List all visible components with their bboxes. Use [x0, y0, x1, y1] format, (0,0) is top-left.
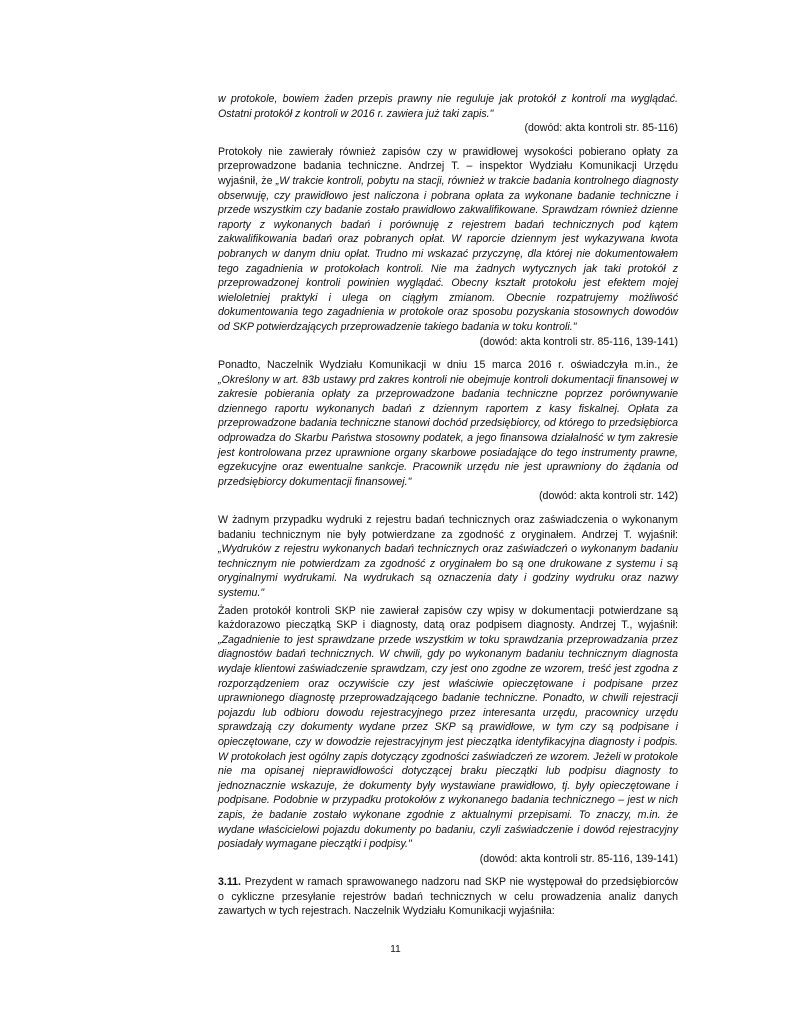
paragraph-text: W żadnym przypadku wydruki z rejestru badań technicznych oraz zaświadczenia o wykonanym badaniu technicznym nie były potwierdzane za zgodność z oryginałem. Andrzej T. wyjaśnił: — [218, 514, 678, 541]
evidence-reference: (dowód: akta kontroli str. 142) — [539, 490, 678, 503]
quote-text: „Zagadnienie to jest sprawdzane przede wszystkim w toku sprawdzania przeprowadzania przez diagnostów badań technicznych. W chwili, gdy po wykonanym badaniu technicznym diagnosta wydaje klientowi zaświadczenie sprawdzam, czy jest ono zgodne ze wzorem, treść jest zgodna z rozporządzeniem oraz oczywiście czy jest właściwie opieczętowane i podpisane przez uprawnionego diagnostę przeprowadzającego badanie techniczne. Ponadto, w chwili rejestracji pojazdu lub odbioru dowodu rejestracyjnego przez interesanta urzędu, pracownicy urzędu sprawdzają czy dokumenty wydane przez SKP są prawidłowe, w tym czy są podpisane i opieczętowane, czy w dowodzie rejestracyjnym jest pieczątka identyfikacyjna diagnosty i podpis. W protokołach jest ogólny zapis dotyczący zgodności zaświadczeń ze wzorem. Jeżeli w protokole nie ma opisanej nieprawidłowości dotyczącej braku pieczątki lub podpisu diagnosty to jednoznacznie wskazuje, że dokumenty były wystawiane prawidłowo, tj. były opieczętowane i podpisane. Podobnie w przypadku protokołów z wykonanego badania technicznego – jest w nich zapis, że badanie zostało wykonane zgodnie z aktualnymi przepisami. To znaczy, m.in. że wydane właścicielowi pojazdu dokumenty po badaniu, czyli zaświadczenie i dowód rejestracyjny posiadały wymagane pieczątki i podpisy." — [218, 633, 678, 851]
page-number: 11 — [390, 944, 401, 955]
evidence-reference: (dowód: akta kontroli str. 85-116, 139-141) — [479, 335, 678, 348]
section-number: 3.11. — [218, 876, 241, 889]
quote-text: „W trakcie kontroli, pobytu na stacji, również w trakcie badania kontrolnego diagnosty obserwuję, czy prawidłowo jest naliczona i pobrana opłata za wykonane badanie techniczne i przede wszystkim czy badanie zostało prawidłowo zakwalifikowane. Sprawdzam również dzienne raporty z wykonanych badań i porównuję z rejestrem badań technicznych pod kątem zakwalifikowania badań oraz pobranych opłat. W raporcie dziennym jest wykazywana kwota pobranych w danym dniu opłat. Trudno mi wskazać przyczynę, dla której nie dokumentowałem tego zagadnienia w protokołach kontroli. Nie ma żadnych wytycznych jak taki protokół z przeprowadzonej kontroli powinien wyglądać. Obecny kształt protokołu jest efektem mojej wieloletniej praktyki i ulega on ciągłym zmianom. Obecnie rozpatrujemy możliwość dokumentowania tego zagadnienia w protokole oraz sposobu pozyskania stosownych dowodów od SKP potwierdzających przeprowadzenie takiego badania w toku kontroli." — [218, 174, 678, 333]
paragraph-5 — [218, 604, 678, 852]
paragraph-text: Ponadto, Naczelnik Wydziału Komunikacji w dniu 15 marca 2016 r. oświadczyła m.in., że — [218, 359, 678, 372]
quote-text: „Wydruków z rejestru wykonanych badań technicznych oraz zaświadczeń o wykonanym badaniu technicznym nie potwierdzam za zgodność z oryginałem bo są one drukowane z systemu i są oryginalnymi wydrukami. Na wydrukach są oznaczenia daty i godziny wydruku oraz nazwy systemu." — [218, 543, 678, 599]
paragraph-6 — [218, 875, 678, 919]
quote-text: „Określony w art. 83b ustawy prd zakres kontroli nie obejmuje kontroli dokumentacji finansowej w zakresie pobierania opłaty za przeprowadzone badania techniczne poprzez porównywanie dziennego raportu wykonanych badań z dziennym raportem z kasy fiskalnej. Opłata za przeprowadzone badania techniczne stanowi dochód przedsiębiorcy, od którego to przedsiębiorca odprowadza do Skarbu Państwa stosowny podatek, a jego finansowa działalność w tym zakresie jest kontrolowana przez uprawnione organy skarbowe posiadające do tego instrumenty prawne, egzekucyjne oraz ewentualne sankcje. Pracownik urzędu nie jest uprawniony do żądania od przedsiębiorcy dokumentacji finansowej." — [218, 373, 678, 488]
quote-text: w protokole, bowiem żaden przepis prawny nie reguluje jak protokół z kontroli ma wyglądać. Ostatni protokół z kontroli w 2016 r. zawiera już taki zapis." — [218, 93, 678, 120]
paragraph-text: Żaden protokół kontroli SKP nie zawierał zapisów czy wpisy w dokumentacji potwierdzane są każdorazowo pieczątką SKP i diagnosty, datą oraz podpisem diagnosty. Andrzej T., wyjaśnił: — [218, 604, 678, 632]
evidence-reference: (dowód: akta kontroli str. 85-116) — [524, 122, 678, 135]
paragraph-text: Prezydent w ramach sprawowanego nadzoru nad SKP nie występował do przedsiębiorców o cykliczne przesyłanie rejestrów badań technicznych w celu prowadzenia analiz danych zawartych w tych rejestrach. Naczelnik Wydziału Komunikacji wyjaśniła: — [218, 876, 678, 918]
paragraph-1 — [218, 92, 678, 121]
paragraph-2 — [218, 145, 678, 335]
paragraph-4 — [218, 513, 678, 601]
paragraph-text: Protokoły nie zawierały również zapisów czy w prawidłowej wysokości pobierano opłaty za przeprowadzone badania techniczne. Andrzej T. – inspektor Wydziału Komunikacji Urzędu wyjaśnił, że — [218, 145, 678, 187]
paragraph-3 — [218, 358, 678, 489]
evidence-reference: (dowód: akta kontroli str. 85-116, 139-141) — [479, 852, 678, 865]
page-content — [218, 92, 678, 919]
